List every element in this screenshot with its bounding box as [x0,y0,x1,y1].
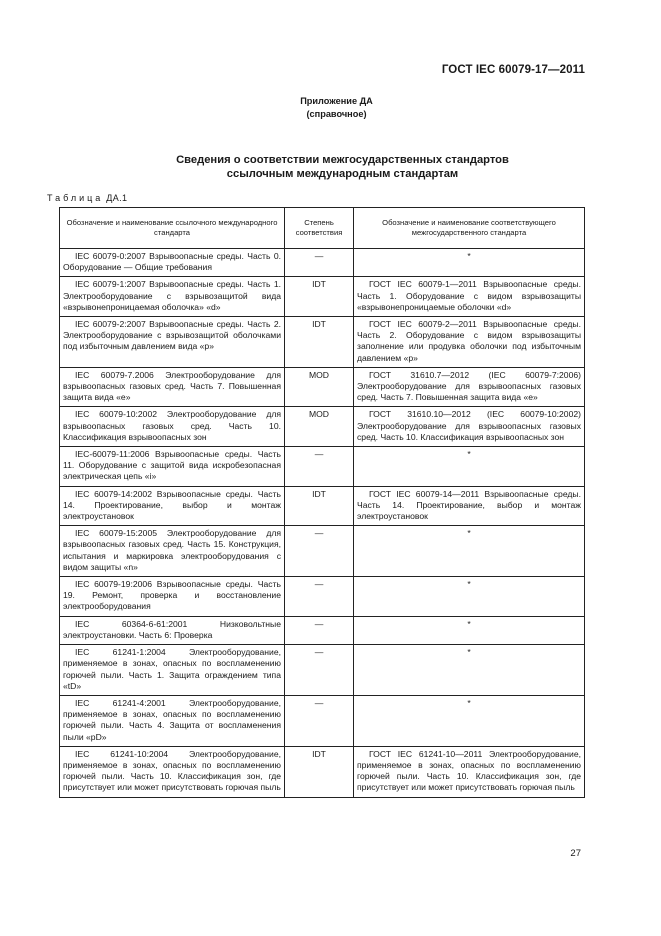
degree-cell: IDT [285,486,354,526]
column-header-degree: Степень соответствия [285,208,354,249]
reference-standard-cell: IEC 61241-4:2001 Электрооборудование, применяемое в зонах, опасных по воспламенению горючей пыли. Часть 4. Защита от воспламенения пыли «pD» [60,695,285,746]
interstate-standard-cell: * [354,526,585,577]
column-header-interstate-standard: Обозначение и наименование соответствующего межгосударственного стандарта [354,208,585,249]
table-row [60,486,585,526]
interstate-standard-cell: ГОСТ IEC 61241-10—2011 Электрооборудование, применяемое в зонах, опасных по воспламенению горючей пыли. Часть 10. Классификация зон, где присутствует или может присутствовать горючая пыль [354,746,585,797]
degree-cell: MOD [285,367,354,407]
degree-cell: — [285,577,354,617]
table-caption [47,193,127,203]
degree-cell: — [285,526,354,577]
degree-cell: IDT [285,317,354,368]
reference-standard-cell: IEC 60079-2:2007 Взрывоопасные среды. Часть 2. Электрооборудование с взрывозащитой оболочками под избыточным давлением вида «р» [60,317,285,368]
reference-standard-cell: IEC 61241-10:2004 Электрооборудование, применяемое в зонах, опасных по воспламенению горючей пыли. Часть 10. Классификация зон, где присутствует или может присутствовать горючая пыль [60,746,285,797]
table-row [60,577,585,617]
annex-title: Приложение ДА [300,96,373,106]
degree-cell: — [285,249,354,277]
table-row [60,277,585,317]
reference-standard-cell: IEC 60079-19:2006 Взрывоопасные среды. Часть 19. Ремонт, проверка и восстановление электрооборудования [60,577,285,617]
section-title-line-1: Сведения о соответствии межгосударственных стандартов [176,154,509,166]
annex-heading [0,95,661,120]
reference-standard-cell: IEC 61241-1:2004 Электрооборудование, применяемое в зонах, опасных по воспламенению горючей пыли. Часть 1. Защита ограждением типа «tD» [60,645,285,696]
interstate-standard-cell: * [354,577,585,617]
section-title [0,153,661,181]
table-row [60,317,585,368]
table-row [60,407,585,447]
degree-cell: IDT [285,277,354,317]
reference-standard-cell: IEC 60079-7.2006 Электрооборудование для взрывоопасных газовых сред. Часть 7. Повышенная защита вида «е» [60,367,285,407]
degree-cell: — [285,616,354,644]
interstate-standard-cell: ГОСТ 31610.10—2012 (IEC 60079-10:2002) Электрооборудование для взрывоопасных газовых сред. Часть 10. Классификация взрывоопасных зон [354,407,585,447]
standard-designation: ГОСТ IEC 60079-17—2011 [441,64,585,76]
reference-standard-cell: IEC 60079-14:2002 Взрывоопасные среды. Часть 14. Проектирование, выбор и монтаж электроустановок [60,486,285,526]
table-caption-id: ДА.1 [106,193,128,203]
interstate-standard-cell: * [354,249,585,277]
degree-cell: MOD [285,407,354,447]
table-header-row [60,208,585,249]
annex-kind: (справочное) [306,108,367,119]
correspondence-table [59,207,585,798]
interstate-standard-cell: ГОСТ IEC 60079-14—2011 Взрывоопасные среды. Часть 14. Проектирование, выбор и монтаж электроустановок [354,486,585,526]
table-row [60,695,585,746]
reference-standard-cell: IEC 60079-0:2007 Взрывоопасные среды. Часть 0. Оборудование — Общие требования [60,249,285,277]
reference-standard-cell: IEC 60079-1:2007 Взрывоопасные среды. Часть 1. Электрооборудование с взрывозащитой вида «взрывонепроницаемая оболочка» «d» [60,277,285,317]
degree-cell: — [285,447,354,487]
table-row [60,616,585,644]
page-number: 27 [570,848,581,859]
table-row [60,526,585,577]
interstate-standard-cell: * [354,616,585,644]
interstate-standard-cell: * [354,645,585,696]
degree-cell: — [285,645,354,696]
degree-cell: IDT [285,746,354,797]
interstate-standard-cell: * [354,447,585,487]
table-row [60,367,585,407]
table-caption-word: Таблица [47,193,104,203]
interstate-standard-cell: ГОСТ 31610.7—2012 (IEC 60079-7:2006) Электрооборудование для взрывоопасных газовых сред. Часть 7. Повышенная защита вида «е» [354,367,585,407]
table-row [60,645,585,696]
table-row [60,447,585,487]
reference-standard-cell: IEC-60079-11:2006 Взрывоопасные среды. Часть 11. Оборудование с защитой вида искробезопасная электрическая цепь «i» [60,447,285,487]
column-header-reference-standard: Обозначение и наименование ссылочного международного стандарта [60,208,285,249]
reference-standard-cell: IEC 60364-6-61:2001 Низковольтные электроустановки. Часть 6: Проверка [60,616,285,644]
interstate-standard-cell: ГОСТ IEC 60079-1—2011 Взрывоопасные среды. Часть 1. Оборудование с видом взрывозащиты «взрывонепроницаемые оболочки «d» [354,277,585,317]
reference-standard-cell: IEC 60079-10:2002 Электрооборудование для взрывоопасных газовых сред. Часть 10. Классификация взрывоопасных зон [60,407,285,447]
interstate-standard-cell: * [354,695,585,746]
reference-standard-cell: IEC 60079-15:2005 Электрооборудование для взрывоопасных газовых сред. Часть 15. Конструкция, испытания и маркировка электрооборудования с видом защиты «n» [60,526,285,577]
interstate-standard-cell: ГОСТ IEC 60079-2—2011 Взрывоопасные среды. Часть 2. Оборудование с видом взрывозащиты заполнение или продувка оболочки под избыточным давлением «р» [354,317,585,368]
section-title-line-2: ссылочным международным стандартам [226,168,459,180]
table-row [60,249,585,277]
degree-cell: — [285,695,354,746]
table-row [60,746,585,797]
